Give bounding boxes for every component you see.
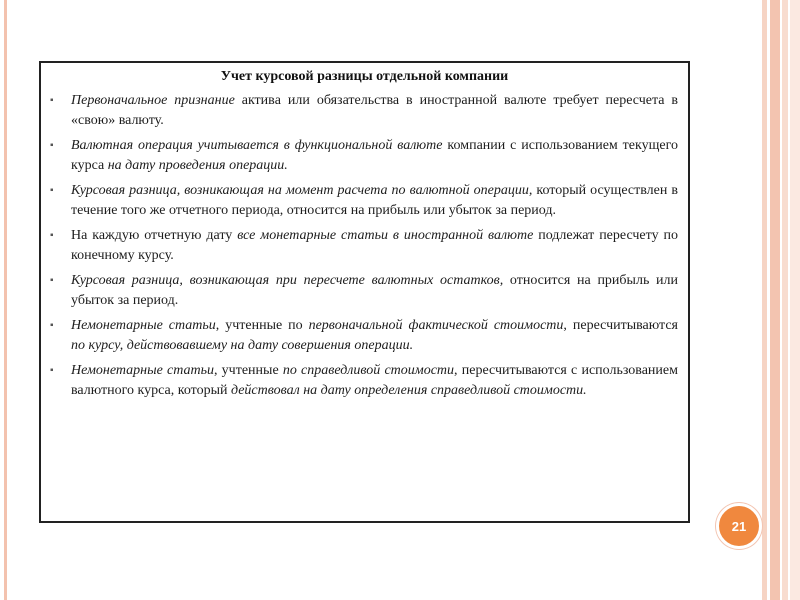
list-item-text: , учтенные по [215, 318, 309, 333]
bullet-icon: ▪ [50, 320, 54, 331]
bullet-icon: ▪ [50, 140, 54, 151]
right-decorative-stripe [770, 0, 780, 600]
right-decorative-stripe [790, 0, 800, 600]
bullet-icon: ▪ [50, 95, 54, 106]
list-item-text: Первоначальное признание [71, 93, 235, 108]
list-item-text: Немонетарные статьи [71, 318, 216, 333]
list-item-text: , пересчитываются с использованием валютного курса, который [71, 363, 678, 398]
bullet-icon: ▪ [50, 185, 54, 196]
list-item-text: по курсу, действовавшему на дату совершения операции. [71, 338, 414, 353]
bullet-icon: ▪ [50, 275, 54, 286]
list-item-text: первоначальной фактической стоимости [308, 318, 564, 333]
list-item-text: Курсовая разница, возникающая на момент расчета по валютной операции, [71, 183, 533, 198]
list-item-text: Курсовая разница, возникающая при пересчете валютных остатков, [71, 273, 504, 288]
list-item-text: подлежат пересчету по конечному курсу. [71, 228, 678, 263]
list-item-text: компании с использованием текущего курса [71, 138, 678, 173]
list-item-text: по справедливой стоимости [282, 363, 455, 378]
list-item [49, 91, 678, 131]
bullet-icon: ▪ [50, 230, 54, 241]
list-item-text: на дату проведения операции. [107, 158, 288, 173]
list-item [49, 181, 678, 221]
left-decorative-rule [4, 0, 7, 600]
page-number-badge: 21 [716, 503, 762, 549]
list-item-text: , учтенные [213, 363, 283, 378]
right-decorative-stripe [782, 0, 788, 600]
list-item [49, 361, 678, 401]
list-item-text: Валютная операция учитывается в функциональной валюте [71, 138, 443, 153]
list-item [49, 271, 678, 311]
list-item-text: который осуществлен в течение того же отчетного периода, относится на прибыль или убыток за период. [71, 183, 678, 218]
slide-title: Учет курсовой разницы отдельной компании [220, 69, 509, 84]
list-item-text: , пересчитываются [563, 318, 678, 333]
bullet-icon: ▪ [50, 365, 54, 376]
list-item [49, 226, 678, 266]
content-frame [39, 61, 690, 523]
list-item-text: относится на прибыль или убыток за период. [71, 273, 678, 308]
right-decorative-stripe [762, 0, 767, 600]
list-item-text: действовал на дату определения справедливой стоимости. [230, 383, 587, 398]
list-item-text: На каждую отчетную дату [71, 228, 238, 243]
list-item-text: Немонетарные статьи [71, 363, 214, 378]
list-item [49, 316, 678, 356]
bullet-list [49, 91, 678, 406]
list-item-text: все монетарные статьи в иностранной валюте [237, 228, 534, 243]
list-item [49, 136, 678, 176]
list-item-text: активa или обязательства в иностранной валюте требует пересчета в «свою» валюту. [71, 93, 679, 128]
